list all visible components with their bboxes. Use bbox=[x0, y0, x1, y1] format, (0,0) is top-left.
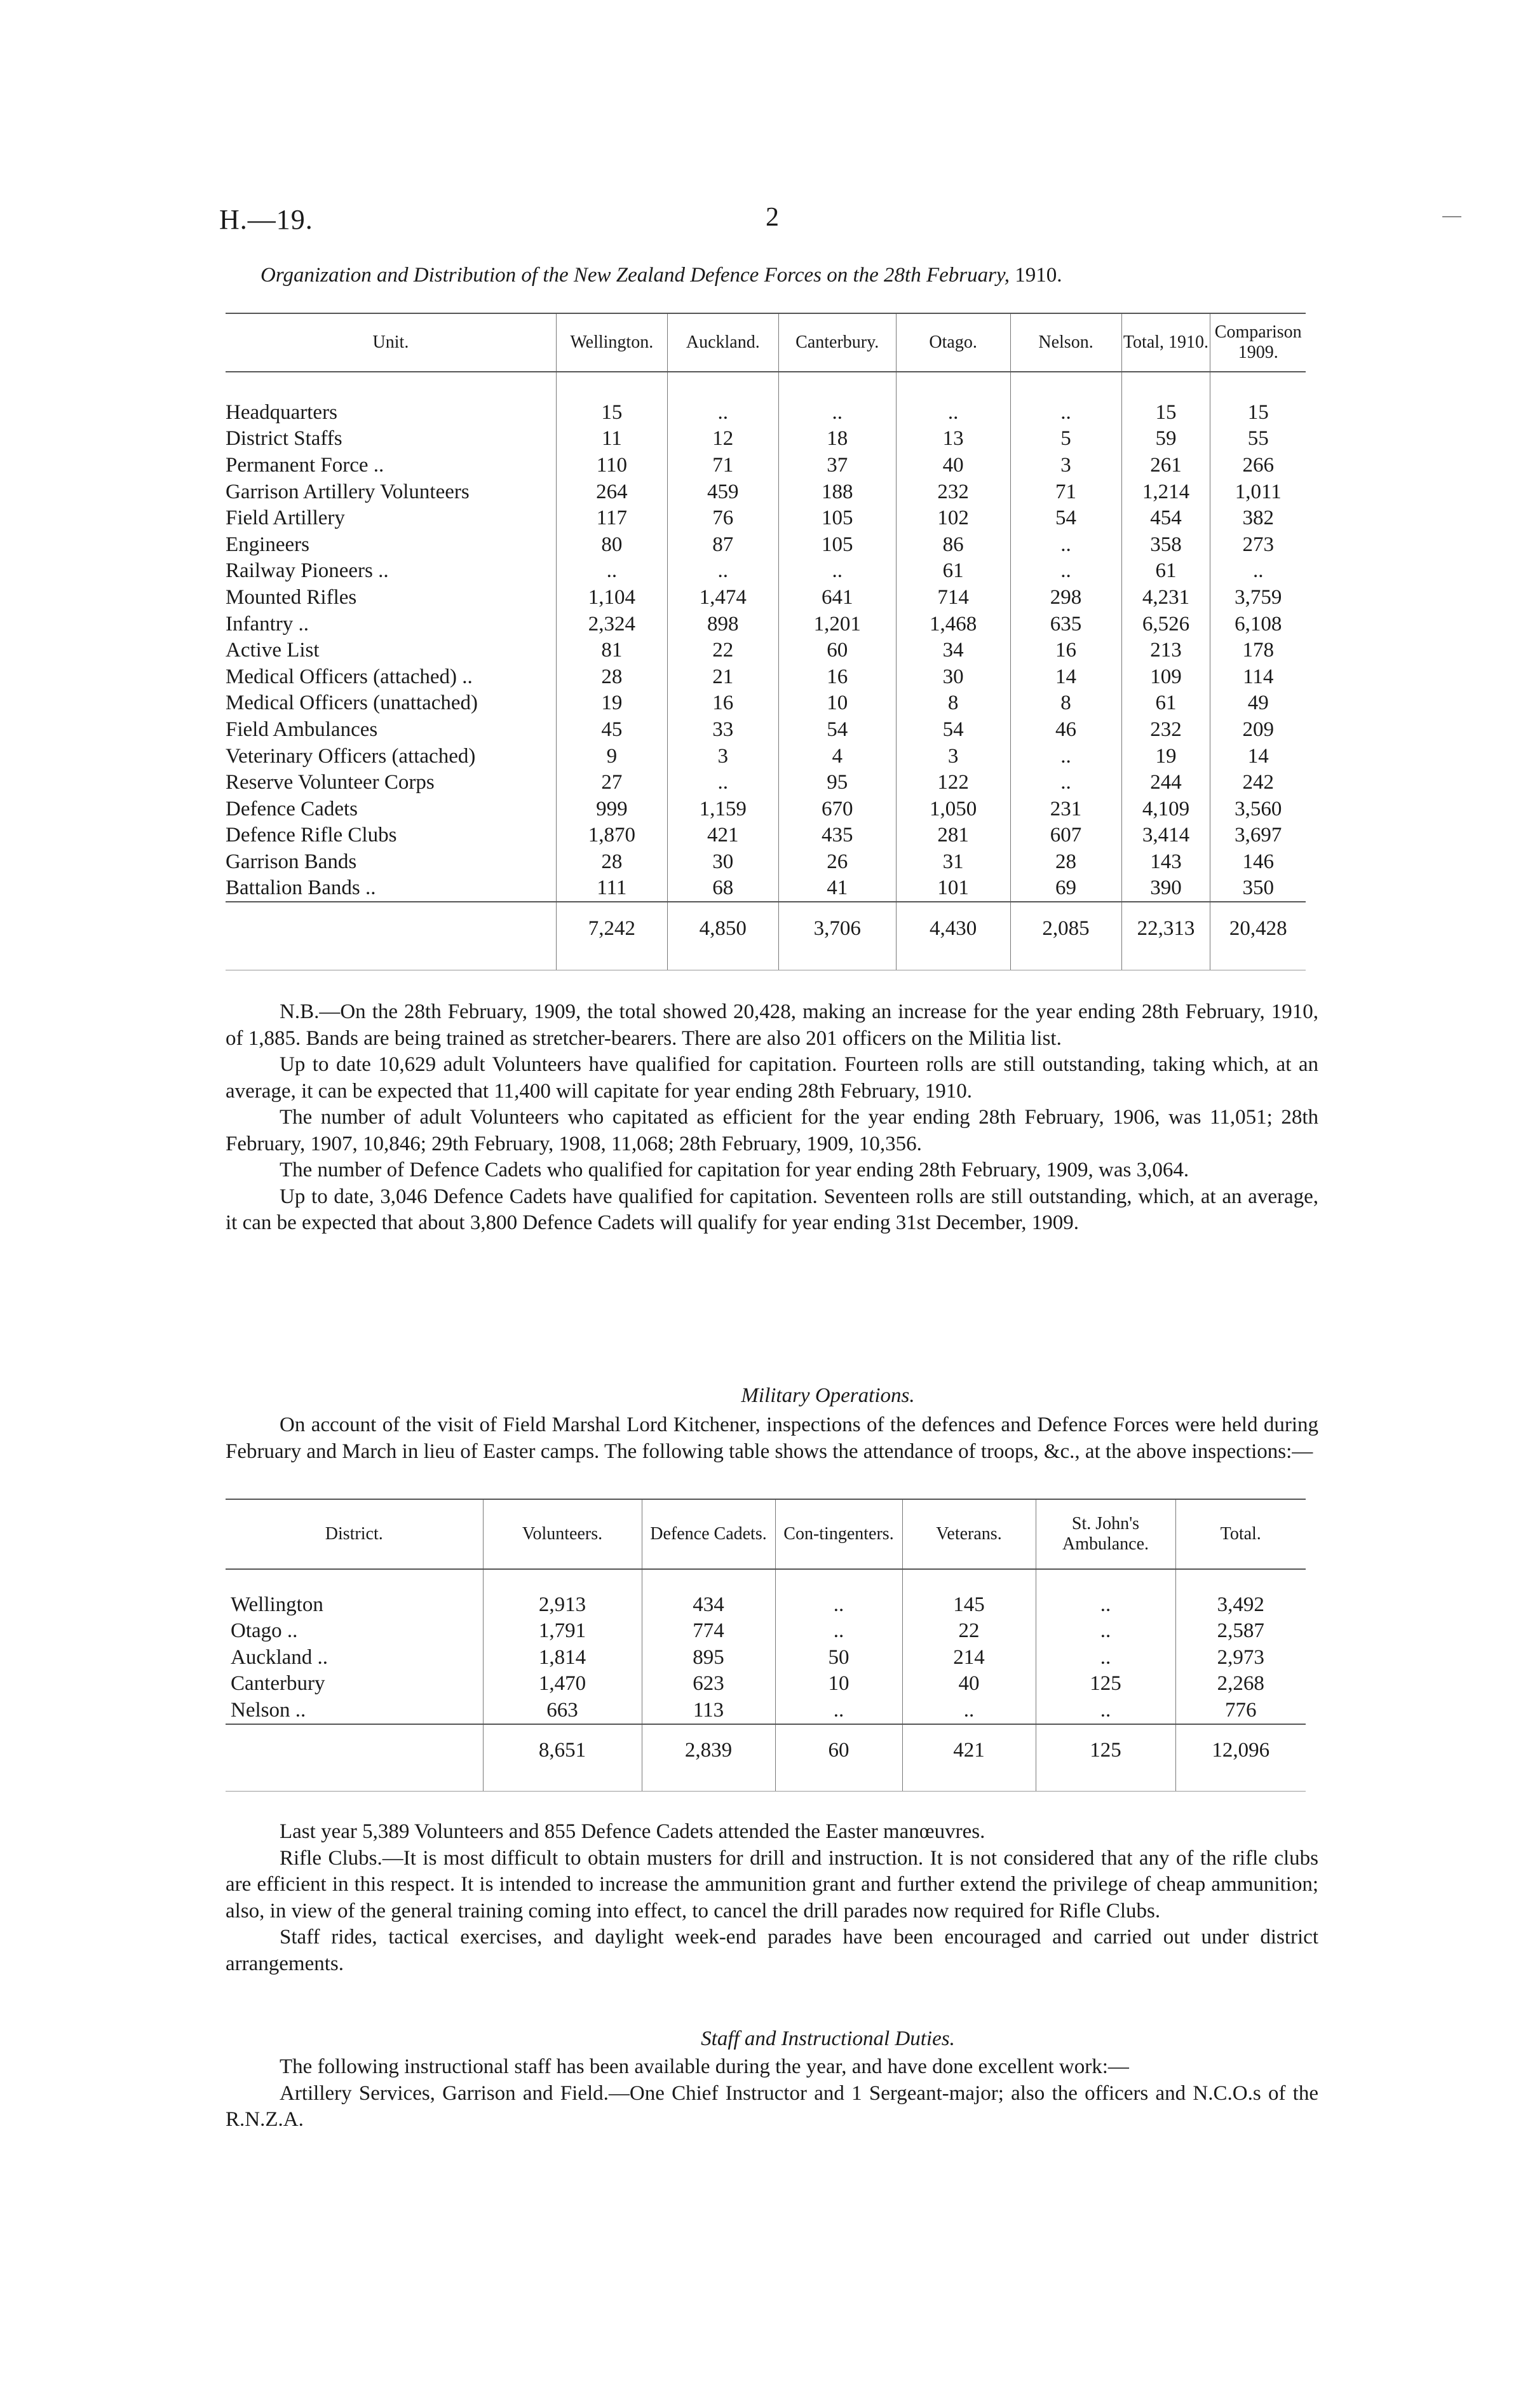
cell-veterans: 22 bbox=[902, 1618, 1036, 1645]
cell-unit: Infantry .. bbox=[226, 612, 309, 636]
cell-volunteers: 1,791 bbox=[483, 1618, 642, 1645]
table1-body bbox=[226, 372, 1306, 970]
after-table2-section bbox=[226, 1819, 1318, 1977]
cell-otago: 31 bbox=[896, 848, 1010, 875]
cell-auckland: 3 bbox=[667, 743, 778, 770]
table1-row bbox=[226, 505, 1306, 531]
cell-comparison-1909: 14 bbox=[1210, 743, 1306, 770]
cell-unit: Garrison Artillery Volunteers bbox=[226, 480, 470, 503]
table1-row bbox=[226, 796, 1306, 822]
cell-veterans: 145 bbox=[902, 1591, 1036, 1618]
table2-row bbox=[226, 1697, 1306, 1724]
cell-nelson: 69 bbox=[1010, 875, 1121, 902]
cell-nelson: 8 bbox=[1010, 690, 1121, 717]
table1-row bbox=[226, 479, 1306, 505]
cell-unit: Permanent Force .. bbox=[226, 453, 384, 477]
cell-volunteers: 1,814 bbox=[483, 1644, 642, 1671]
cell-wellington: 2,324 bbox=[556, 611, 667, 637]
military-operations-paragraph: On account of the visit of Field Marshal Lord Kitchener, inspections of the defences and Defence Forces were held during February and March in lieu of Easter camps. The following table shows the attendance of troops, &c., at the above inspections:— bbox=[226, 1413, 1318, 1463]
table1-row bbox=[226, 584, 1306, 611]
cell-total-1910: 143 bbox=[1121, 848, 1210, 875]
col-header-district: District. bbox=[226, 1499, 483, 1569]
col-header-veterans: Veterans. bbox=[902, 1499, 1036, 1569]
note-paragraph: Up to date 10,629 adult Volunteers have qualified for capitation. Fourteen rolls are still outstanding, taking which, at an average, it can be expected that 11,400 will capitate for year ending 28th February, 1910. bbox=[226, 1053, 1318, 1103]
cell-wellington: .. bbox=[556, 558, 667, 585]
cell-canterbury: 95 bbox=[778, 769, 896, 796]
col-header-otago: Otago. bbox=[896, 313, 1010, 372]
table1-row bbox=[226, 875, 1306, 902]
cell-total-1910: 61 bbox=[1121, 690, 1210, 717]
total-wellington: 7,242 bbox=[556, 902, 667, 951]
cell-canterbury: 41 bbox=[778, 875, 896, 902]
cell-total-1910: 4,231 bbox=[1121, 584, 1210, 611]
cell-wellington: 117 bbox=[556, 505, 667, 531]
staff-duties-section bbox=[226, 2054, 1318, 2133]
cell-otago: 13 bbox=[896, 426, 1010, 452]
table1-row bbox=[226, 769, 1306, 796]
cell-canterbury: 4 bbox=[778, 743, 896, 770]
col-header-defence-cadets: Defence Cadets. bbox=[642, 1499, 775, 1569]
cell-st-johns-ambulance: .. bbox=[1036, 1618, 1175, 1645]
cell-total: 776 bbox=[1175, 1697, 1306, 1724]
cell-district: Wellington bbox=[231, 1593, 323, 1616]
cell-defence-cadets: 623 bbox=[642, 1671, 775, 1697]
cell-total-1910: 61 bbox=[1121, 558, 1210, 585]
cell-wellington: 28 bbox=[556, 663, 667, 690]
table2-header-row bbox=[226, 1499, 1306, 1569]
cell-comparison-1909: 3,560 bbox=[1210, 796, 1306, 822]
staff-paragraph: The following instructional staff has been available during the year, and have done excellent work:— bbox=[280, 2055, 1129, 2078]
cell-unit: Field Artillery bbox=[226, 507, 345, 530]
cell-auckland: 71 bbox=[667, 452, 778, 479]
cell-auckland: 33 bbox=[667, 716, 778, 743]
cell-unit: Active List bbox=[226, 639, 320, 662]
cell-unit: Railway Pioneers .. bbox=[226, 559, 389, 583]
cell-canterbury: .. bbox=[778, 558, 896, 585]
cell-defence-cadets: 774 bbox=[642, 1618, 775, 1645]
cell-nelson: 46 bbox=[1010, 716, 1121, 743]
col-header-volunteers: Volunteers. bbox=[483, 1499, 642, 1569]
cell-comparison-1909: 273 bbox=[1210, 531, 1306, 558]
cell-nelson: 607 bbox=[1010, 822, 1121, 849]
cell-district: Otago .. bbox=[231, 1619, 298, 1643]
cell-nelson: 28 bbox=[1010, 848, 1121, 875]
cell-contingenters: .. bbox=[775, 1697, 902, 1724]
cell-unit: Reserve Volunteer Corps bbox=[226, 771, 435, 794]
cell-nelson: 5 bbox=[1010, 426, 1121, 452]
cell-canterbury: 16 bbox=[778, 663, 896, 690]
table2-totals-row bbox=[226, 1724, 1306, 1776]
cell-canterbury: 188 bbox=[778, 479, 896, 505]
table1-row bbox=[226, 452, 1306, 479]
margin-mark bbox=[1442, 216, 1461, 217]
cell-total-1910: 4,109 bbox=[1121, 796, 1210, 822]
table1-row bbox=[226, 399, 1306, 426]
cell-wellington: 9 bbox=[556, 743, 667, 770]
table1-row bbox=[226, 637, 1306, 663]
table1-title-year: 1910. bbox=[1015, 264, 1062, 287]
table1-row bbox=[226, 822, 1306, 849]
cell-district: Auckland .. bbox=[231, 1645, 328, 1669]
cell-comparison-1909: 3,697 bbox=[1210, 822, 1306, 849]
cell-total-1910: 19 bbox=[1121, 743, 1210, 770]
note-paragraph: The number of adult Volunteers who capitated as efficient for the year ending 28th February, 1906, was 11,051; 28th February, 1907, 10,846; 29th February, 1908, 11,068; 28th February, 1909, 10,356. bbox=[226, 1106, 1318, 1155]
cell-st-johns-ambulance: 125 bbox=[1036, 1671, 1175, 1697]
total-auckland: 4,850 bbox=[667, 902, 778, 951]
table1-row bbox=[226, 716, 1306, 743]
cell-canterbury: 641 bbox=[778, 584, 896, 611]
cell-nelson: 298 bbox=[1010, 584, 1121, 611]
col-header-comparison-1909: Comparison 1909. bbox=[1210, 313, 1306, 372]
cell-canterbury: .. bbox=[778, 399, 896, 426]
cell-st-johns-ambulance: .. bbox=[1036, 1644, 1175, 1671]
page-number: 2 bbox=[766, 203, 779, 232]
cell-otago: 1,468 bbox=[896, 611, 1010, 637]
cell-unit: Defence Rifle Clubs bbox=[226, 824, 397, 847]
cell-nelson: .. bbox=[1010, 558, 1121, 585]
rifle-clubs-paragraph: Rifle Clubs.—It is most difficult to obtain musters for drill and instruction. It is not considered that any of the rifle clubs are efficient in this respect. It is intended to increase the ammunition grant and further extend the privilege of cheap ammunition; also, in view of the general training coming into effect, to cancel the drill parades now required for Rifle Clubs. bbox=[226, 1846, 1318, 1922]
cell-auckland: 1,159 bbox=[667, 796, 778, 822]
cell-comparison-1909: .. bbox=[1210, 558, 1306, 585]
cell-nelson: .. bbox=[1010, 769, 1121, 796]
total-nelson: 2,085 bbox=[1010, 902, 1121, 951]
table2-row bbox=[226, 1591, 1306, 1618]
cell-total: 2,268 bbox=[1175, 1671, 1306, 1697]
cell-otago: 40 bbox=[896, 452, 1010, 479]
totals-label-cell bbox=[226, 1724, 483, 1776]
cell-canterbury: 10 bbox=[778, 690, 896, 717]
rifle-clubs-paragraph: Last year 5,389 Volunteers and 855 Defence Cadets attended the Easter manœuvres. bbox=[280, 1820, 985, 1843]
table1-totals-row bbox=[226, 902, 1306, 951]
note-paragraph: Up to date, 3,046 Defence Cadets have qualified for capitation. Seventeen rolls are still outstanding, which, at an average, it can be expected that about 3,800 Defence Cadets will qualify for year ending 31st December, 1909. bbox=[226, 1185, 1318, 1234]
cell-auckland: .. bbox=[667, 558, 778, 585]
cell-otago: 30 bbox=[896, 663, 1010, 690]
table1-row bbox=[226, 611, 1306, 637]
total-veterans: 421 bbox=[902, 1724, 1036, 1776]
cell-auckland: 459 bbox=[667, 479, 778, 505]
cell-canterbury: 1,201 bbox=[778, 611, 896, 637]
notes-section bbox=[226, 999, 1318, 1237]
cell-auckland: 30 bbox=[667, 848, 778, 875]
cell-total-1910: 358 bbox=[1121, 531, 1210, 558]
cell-total-1910: 59 bbox=[1121, 426, 1210, 452]
cell-otago: 714 bbox=[896, 584, 1010, 611]
cell-contingenters: 50 bbox=[775, 1644, 902, 1671]
cell-wellington: 1,870 bbox=[556, 822, 667, 849]
cell-auckland: .. bbox=[667, 769, 778, 796]
cell-comparison-1909: 3,759 bbox=[1210, 584, 1306, 611]
cell-wellington: 28 bbox=[556, 848, 667, 875]
cell-canterbury: 60 bbox=[778, 637, 896, 663]
cell-total-1910: 390 bbox=[1121, 875, 1210, 902]
table2-spacer bbox=[226, 1569, 1306, 1591]
col-header-wellington: Wellington. bbox=[556, 313, 667, 372]
cell-wellington: 27 bbox=[556, 769, 667, 796]
cell-unit: Defence Cadets bbox=[226, 797, 358, 820]
cell-total-1910: 15 bbox=[1121, 399, 1210, 426]
cell-canterbury: 670 bbox=[778, 796, 896, 822]
cell-total: 2,587 bbox=[1175, 1618, 1306, 1645]
cell-defence-cadets: 113 bbox=[642, 1697, 775, 1724]
table1-row bbox=[226, 848, 1306, 875]
cell-comparison-1909: 350 bbox=[1210, 875, 1306, 902]
cell-veterans: 214 bbox=[902, 1644, 1036, 1671]
cell-unit: Battalion Bands .. bbox=[226, 876, 376, 900]
table1-header-row bbox=[226, 313, 1306, 372]
cell-auckland: 21 bbox=[667, 663, 778, 690]
military-operations-heading: Military Operations. bbox=[741, 1384, 915, 1407]
cell-total-1910: 232 bbox=[1121, 716, 1210, 743]
cell-total-1910: 261 bbox=[1121, 452, 1210, 479]
table2-body bbox=[226, 1569, 1306, 1791]
cell-otago: 61 bbox=[896, 558, 1010, 585]
total-canterbury: 3,706 bbox=[778, 902, 896, 951]
cell-total-1910: 213 bbox=[1121, 637, 1210, 663]
col-header-st-johns-ambulance: St. John's Ambulance. bbox=[1036, 1499, 1175, 1569]
cell-contingenters: .. bbox=[775, 1591, 902, 1618]
cell-unit: Headquarters bbox=[226, 400, 337, 424]
cell-otago: 281 bbox=[896, 822, 1010, 849]
col-header-total: Total. bbox=[1175, 1499, 1306, 1569]
cell-nelson: .. bbox=[1010, 743, 1121, 770]
cell-otago: 1,050 bbox=[896, 796, 1010, 822]
cell-volunteers: 1,470 bbox=[483, 1671, 642, 1697]
cell-wellington: 999 bbox=[556, 796, 667, 822]
table1-row bbox=[226, 663, 1306, 690]
cell-auckland: 12 bbox=[667, 426, 778, 452]
cell-otago: 34 bbox=[896, 637, 1010, 663]
cell-volunteers: 2,913 bbox=[483, 1591, 642, 1618]
table1-row bbox=[226, 690, 1306, 717]
cell-veterans: .. bbox=[902, 1697, 1036, 1724]
total-total: 12,096 bbox=[1175, 1724, 1306, 1776]
cell-nelson: 16 bbox=[1010, 637, 1121, 663]
col-header-unit: Unit. bbox=[226, 313, 556, 372]
cell-nelson: 3 bbox=[1010, 452, 1121, 479]
cell-unit: Medical Officers (unattached) bbox=[226, 691, 478, 715]
total-st-johns-ambulance: 125 bbox=[1036, 1724, 1175, 1776]
cell-auckland: 76 bbox=[667, 505, 778, 531]
cell-canterbury: 105 bbox=[778, 505, 896, 531]
table1-row bbox=[226, 558, 1306, 585]
staff-paragraph: Artillery Services, Garrison and Field.—One Chief Instructor and 1 Sergeant-major; also the officers and N.C.O.s of the R.N.Z.A. bbox=[226, 2081, 1318, 2131]
cell-canterbury: 26 bbox=[778, 848, 896, 875]
cell-otago: 101 bbox=[896, 875, 1010, 902]
table1-end-row bbox=[226, 951, 1306, 970]
cell-contingenters: 10 bbox=[775, 1671, 902, 1697]
cell-canterbury: 18 bbox=[778, 426, 896, 452]
cell-comparison-1909: 382 bbox=[1210, 505, 1306, 531]
cell-wellington: 264 bbox=[556, 479, 667, 505]
military-operations-section bbox=[226, 1412, 1318, 1465]
cell-comparison-1909: 55 bbox=[1210, 426, 1306, 452]
cell-canterbury: 435 bbox=[778, 822, 896, 849]
total-comparison-1909: 20,428 bbox=[1210, 902, 1306, 951]
cell-comparison-1909: 209 bbox=[1210, 716, 1306, 743]
table1-title bbox=[261, 264, 1303, 287]
cell-comparison-1909: 1,011 bbox=[1210, 479, 1306, 505]
cell-auckland: 22 bbox=[667, 637, 778, 663]
table1-title-text: Organization and Distribution of the New Zealand Defence Forces on the 28th February, bbox=[261, 264, 1010, 287]
cell-unit: District Staffs bbox=[226, 427, 342, 451]
cell-unit: Medical Officers (attached) .. bbox=[226, 665, 473, 688]
cell-comparison-1909: 146 bbox=[1210, 848, 1306, 875]
cell-comparison-1909: 49 bbox=[1210, 690, 1306, 717]
cell-volunteers: 663 bbox=[483, 1697, 642, 1724]
cell-total-1910: 6,526 bbox=[1121, 611, 1210, 637]
cell-otago: 86 bbox=[896, 531, 1010, 558]
document-reference: H.—19. bbox=[219, 204, 313, 235]
cell-wellington: 19 bbox=[556, 690, 667, 717]
col-header-auckland: Auckland. bbox=[667, 313, 778, 372]
cell-total-1910: 454 bbox=[1121, 505, 1210, 531]
cell-otago: 8 bbox=[896, 690, 1010, 717]
table1-spacer bbox=[226, 372, 1306, 399]
cell-total: 3,492 bbox=[1175, 1591, 1306, 1618]
cell-nelson: 231 bbox=[1010, 796, 1121, 822]
table1-row bbox=[226, 426, 1306, 452]
cell-wellington: 110 bbox=[556, 452, 667, 479]
cell-unit: Garrison Bands bbox=[226, 850, 357, 873]
forces-distribution-table bbox=[226, 313, 1306, 970]
cell-auckland: 68 bbox=[667, 875, 778, 902]
table1-row bbox=[226, 531, 1306, 558]
table2-end-row bbox=[226, 1776, 1306, 1792]
cell-otago: 232 bbox=[896, 479, 1010, 505]
cell-st-johns-ambulance: .. bbox=[1036, 1697, 1175, 1724]
cell-comparison-1909: 266 bbox=[1210, 452, 1306, 479]
cell-nelson: 14 bbox=[1010, 663, 1121, 690]
col-header-total-1910: Total, 1910. bbox=[1121, 313, 1210, 372]
cell-wellington: 11 bbox=[556, 426, 667, 452]
cell-wellington: 15 bbox=[556, 399, 667, 426]
table2-row bbox=[226, 1644, 1306, 1671]
cell-unit: Mounted Rifles bbox=[226, 585, 357, 609]
cell-comparison-1909: 242 bbox=[1210, 769, 1306, 796]
cell-wellington: 45 bbox=[556, 716, 667, 743]
cell-st-johns-ambulance: .. bbox=[1036, 1591, 1175, 1618]
cell-nelson: .. bbox=[1010, 399, 1121, 426]
totals-label-cell bbox=[226, 902, 556, 951]
cell-otago: 102 bbox=[896, 505, 1010, 531]
cell-unit: Field Ambulances bbox=[226, 718, 378, 741]
cell-district: Canterbury bbox=[231, 1672, 325, 1696]
cell-veterans: 40 bbox=[902, 1671, 1036, 1697]
note-paragraph: The number of Defence Cadets who qualified for capitation for year ending 28th February, 1909, was 3,064. bbox=[280, 1159, 1189, 1181]
rifle-clubs-paragraph: Staff rides, tactical exercises, and daylight week-end parades have been encouraged and carried out under district arrangements. bbox=[226, 1926, 1318, 1975]
cell-nelson: 71 bbox=[1010, 479, 1121, 505]
cell-unit: Engineers bbox=[226, 533, 309, 556]
cell-total: 2,973 bbox=[1175, 1644, 1306, 1671]
cell-contingenters: .. bbox=[775, 1618, 902, 1645]
cell-wellington: 80 bbox=[556, 531, 667, 558]
cell-unit: Veterinary Officers (attached) bbox=[226, 744, 476, 768]
cell-wellington: 81 bbox=[556, 637, 667, 663]
cell-comparison-1909: 114 bbox=[1210, 663, 1306, 690]
cell-otago: .. bbox=[896, 399, 1010, 426]
cell-canterbury: 54 bbox=[778, 716, 896, 743]
cell-canterbury: 37 bbox=[778, 452, 896, 479]
cell-canterbury: 105 bbox=[778, 531, 896, 558]
cell-auckland: 16 bbox=[667, 690, 778, 717]
cell-total-1910: 3,414 bbox=[1121, 822, 1210, 849]
cell-comparison-1909: 15 bbox=[1210, 399, 1306, 426]
total-contingenters: 60 bbox=[775, 1724, 902, 1776]
col-header-canterbury: Canterbury. bbox=[778, 313, 896, 372]
cell-auckland: 898 bbox=[667, 611, 778, 637]
inspection-attendance-table bbox=[226, 1499, 1306, 1792]
table1-row bbox=[226, 743, 1306, 770]
staff-duties-heading: Staff and Instructional Duties. bbox=[701, 2027, 955, 2050]
cell-nelson: .. bbox=[1010, 531, 1121, 558]
col-header-contingenters: Con-tingenters. bbox=[775, 1499, 902, 1569]
total-defence-cadets: 2,839 bbox=[642, 1724, 775, 1776]
cell-nelson: 635 bbox=[1010, 611, 1121, 637]
cell-total-1910: 1,214 bbox=[1121, 479, 1210, 505]
cell-auckland: 421 bbox=[667, 822, 778, 849]
cell-comparison-1909: 178 bbox=[1210, 637, 1306, 663]
cell-nelson: 54 bbox=[1010, 505, 1121, 531]
cell-district: Nelson .. bbox=[231, 1698, 306, 1722]
total-otago: 4,430 bbox=[896, 902, 1010, 951]
cell-total-1910: 244 bbox=[1121, 769, 1210, 796]
cell-defence-cadets: 895 bbox=[642, 1644, 775, 1671]
cell-otago: 54 bbox=[896, 716, 1010, 743]
cell-otago: 122 bbox=[896, 769, 1010, 796]
col-header-nelson: Nelson. bbox=[1010, 313, 1121, 372]
cell-auckland: 87 bbox=[667, 531, 778, 558]
note-paragraph: N.B.—On the 28th February, 1909, the total showed 20,428, making an increase for the year ending 28th February, 1910, of 1,885. Bands are being trained as stretcher-bearers. There are also 201 officers on the Militia list. bbox=[226, 1000, 1318, 1050]
cell-total-1910: 109 bbox=[1121, 663, 1210, 690]
cell-comparison-1909: 6,108 bbox=[1210, 611, 1306, 637]
cell-auckland: .. bbox=[667, 399, 778, 426]
cell-auckland: 1,474 bbox=[667, 584, 778, 611]
cell-defence-cadets: 434 bbox=[642, 1591, 775, 1618]
table2-row bbox=[226, 1618, 1306, 1645]
cell-wellington: 111 bbox=[556, 875, 667, 902]
cell-wellington: 1,104 bbox=[556, 584, 667, 611]
total-total-1910: 22,313 bbox=[1121, 902, 1210, 951]
cell-otago: 3 bbox=[896, 743, 1010, 770]
table2-row bbox=[226, 1671, 1306, 1697]
total-volunteers: 8,651 bbox=[483, 1724, 642, 1776]
